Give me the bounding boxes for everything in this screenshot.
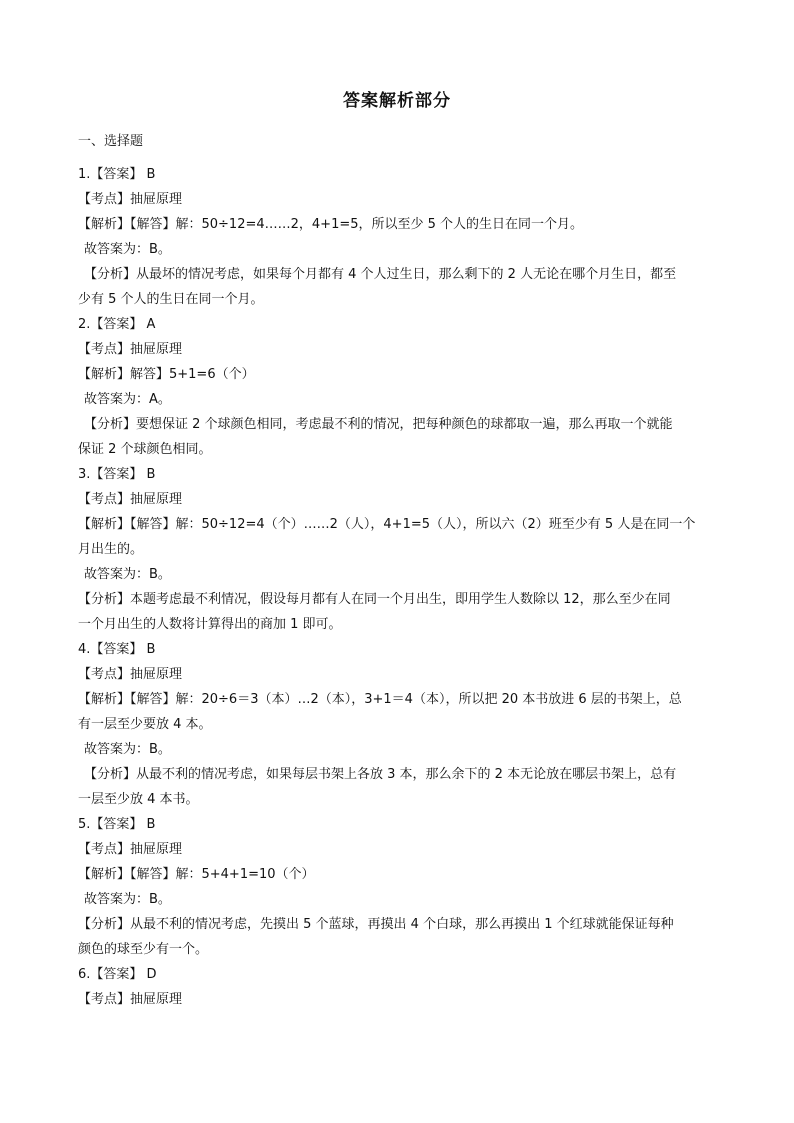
q4-topic: 【考点】抽屉原理	[78, 667, 183, 682]
q4-solution: 【解析】【解答】解：20÷6＝3（本）…2（本），3+1＝4（本），所以把 20 本书放进 6 层的书架上，总	[78, 692, 682, 707]
section-heading: 一、选择题	[78, 134, 144, 149]
q3-answer: 3.【答案】 B	[78, 467, 156, 482]
q4-analysis-cont: 一层至少放 4 本书。	[78, 792, 199, 807]
q2-solution: 【解析】解答】5+1=6（个）	[78, 367, 255, 382]
q5-analysis: 【分析】从最不利的情况考虑，先摸出 5 个蓝球，再摸出 4 个白球，那么再摸出 1 个红球就能保证每种	[78, 917, 674, 932]
q5-solution: 【解析】【解答】解：5+4+1=10（个）	[78, 867, 315, 882]
q3-topic: 【考点】抽屉原理	[78, 492, 183, 507]
q1-analysis: 【分析】从最坏的情况考虑，如果每个月都有 4 个人过生日，那么剩下的 2 人无论在哪个月生日，都至	[84, 267, 677, 282]
q1-topic: 【考点】抽屉原理	[78, 192, 183, 207]
q6-topic: 【考点】抽屉原理	[78, 992, 183, 1007]
q3-solution: 【解析】【解答】解：50÷12=4（个）……2（人），4+1=5（人），所以六（2）班至少有 5 人是在同一个	[78, 517, 696, 532]
answer-content	[78, 129, 718, 1012]
q1-answer: 1.【答案】 B	[78, 167, 156, 182]
q4-answer: 4.【答案】 B	[78, 642, 156, 657]
q2-conclusion: 故答案为：A。	[84, 392, 171, 407]
q1-analysis-cont: 少有 5 个人的生日在同一个月。	[78, 292, 264, 307]
q2-answer: 2.【答案】 A	[78, 317, 156, 332]
q1-conclusion: 故答案为：B。	[84, 242, 171, 257]
q4-conclusion: 故答案为：B。	[84, 742, 171, 757]
q5-conclusion: 故答案为：B。	[84, 892, 171, 907]
q1-solution: 【解析】【解答】解：50÷12=4……2，4+1=5，所以至少 5 个人的生日在同一个月。	[78, 217, 584, 232]
q2-topic: 【考点】抽屉原理	[78, 342, 183, 357]
q4-analysis: 【分析】从最不利的情况考虑，如果每层书架上各放 3 本，那么余下的 2 本无论放在哪层书架上，总有	[84, 767, 677, 782]
q3-conclusion: 故答案为：B。	[84, 567, 171, 582]
q3-analysis-cont: 一个月出生的人数将计算得出的商加 1 即可。	[78, 617, 342, 632]
q6-answer: 6.【答案】 D	[78, 967, 157, 982]
q3-analysis: 【分析】本题考虑最不利情况，假设每月都有人在同一个月出生，即用学生人数除以 12，那么至少在同	[78, 592, 671, 607]
q5-analysis-cont: 颜色的球至少有一个。	[78, 942, 209, 957]
q2-analysis: 【分析】要想保证 2 个球颜色相同，考虑最不利的情况，把每种颜色的球都取一遍，那么再取一个就能	[84, 417, 673, 432]
q5-topic: 【考点】抽屉原理	[78, 842, 183, 857]
q3-solution-cont: 月出生的。	[78, 542, 144, 557]
q5-answer: 5.【答案】 B	[78, 817, 156, 832]
q2-analysis-cont: 保证 2 个球颜色相同。	[78, 442, 212, 457]
page-title: 答案解析部分	[343, 91, 451, 111]
q4-solution-cont: 有一层至少要放 4 本。	[78, 717, 212, 732]
